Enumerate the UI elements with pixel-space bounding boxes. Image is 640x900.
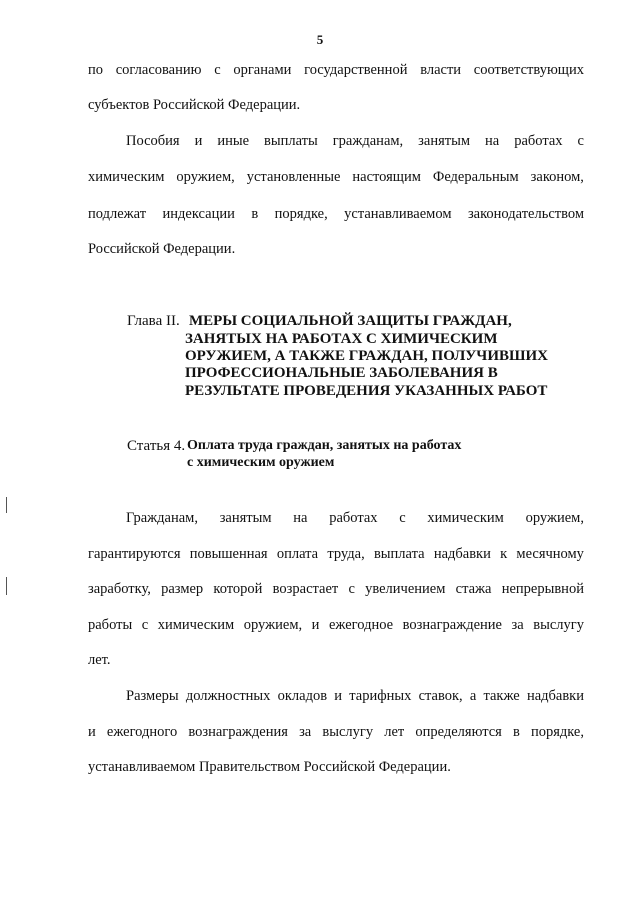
word: Федеральным <box>432 169 519 185</box>
paragraph-4-line-2 <box>88 723 584 741</box>
article-title-line-2: с химическим оружием <box>187 455 335 470</box>
paragraph-1-line-2: субъектов Российской Федерации. <box>88 97 301 113</box>
word: законодательством <box>467 206 584 222</box>
word: размер <box>161 581 204 597</box>
word: и <box>334 688 343 704</box>
paragraph-3-line-1 <box>126 509 584 527</box>
paragraph-3-line-3 <box>88 580 584 598</box>
chapter-prefix: Глава II. <box>127 313 180 329</box>
word: согласованию <box>115 62 202 78</box>
word: к <box>500 546 508 562</box>
paragraph-3-line-4 <box>88 616 584 634</box>
word: занятым <box>418 133 471 149</box>
chapter-title-line-4: ПРОФЕССИОНАЛЬНЫЕ ЗАБОЛЕВАНИЯ В <box>185 365 498 381</box>
word: вознаграждение <box>402 617 502 633</box>
word: надбавки <box>526 688 584 704</box>
word: и <box>194 133 203 149</box>
paragraph-2-line-4: Российской Федерации. <box>88 241 236 257</box>
word: также <box>483 688 520 704</box>
word: тарифных <box>349 688 412 704</box>
word: ставок, <box>418 688 463 704</box>
word: выслугу <box>322 724 374 740</box>
word: на <box>485 133 500 149</box>
word: по <box>88 62 104 78</box>
word: гражданам, <box>332 133 404 149</box>
paragraph-1-line-1 <box>88 61 584 79</box>
word: за <box>511 617 524 633</box>
word: с <box>348 581 355 597</box>
word: за <box>299 724 312 740</box>
word: труда, <box>327 546 365 562</box>
word: заработку, <box>88 581 151 597</box>
word: соответствующих <box>473 62 584 78</box>
word: оплата <box>276 546 319 562</box>
word: которой <box>213 581 263 597</box>
word: настоящим <box>352 169 421 185</box>
word: стажа <box>455 581 492 597</box>
word: надбавки <box>433 546 491 562</box>
article-prefix: Статья 4. <box>127 438 186 454</box>
word: на <box>293 510 308 526</box>
word: с <box>214 62 221 78</box>
word: увеличением <box>365 581 446 597</box>
chapter-title-line-2: ЗАНЯТЫХ НА РАБОТАХ С ХИМИЧЕСКИМ <box>185 331 498 347</box>
word: должностных <box>185 688 271 704</box>
word: в <box>512 724 520 740</box>
word: химическим <box>427 510 504 526</box>
word: выплаты <box>264 133 318 149</box>
word: иные <box>217 133 250 149</box>
word: Гражданам, <box>126 510 198 526</box>
word: и <box>311 617 320 633</box>
scan-artifact-mark <box>6 497 7 513</box>
article-title-line-1: Оплата труда граждан, занятых на работах <box>187 438 462 453</box>
word: и <box>88 724 96 740</box>
word: порядке, <box>530 724 584 740</box>
word: законом, <box>530 169 584 185</box>
paragraph-2-line-1 <box>126 132 584 150</box>
paragraph-3-line-2 <box>88 545 584 563</box>
word: ежегодное <box>328 617 394 633</box>
word: выслугу <box>533 617 584 633</box>
word: занятым <box>219 510 272 526</box>
word: власти <box>420 62 462 78</box>
word: государственной <box>304 62 408 78</box>
word: Размеры <box>126 688 179 704</box>
word: работы <box>88 617 133 633</box>
chapter-title-line-1: МЕРЫ СОЦИАЛЬНОЙ ЗАЩИТЫ ГРАЖДАН, <box>189 313 512 329</box>
word: химическим <box>157 617 235 633</box>
word: оружием, <box>525 510 584 526</box>
word: оружием, <box>176 169 235 185</box>
paragraph-4-line-3: устанавливаемом Правительством Российской Федерации. <box>88 759 451 775</box>
paragraph-2-line-3 <box>88 205 584 223</box>
word: возрастает <box>272 581 339 597</box>
word: выплата <box>373 546 425 562</box>
paragraph-4-line-1 <box>126 687 584 705</box>
word: с <box>141 617 149 633</box>
word: лет <box>384 724 405 740</box>
word: определяются <box>415 724 502 740</box>
word: работах <box>329 510 378 526</box>
chapter-title-line-5: РЕЗУЛЬТАТЕ ПРОВЕДЕНИЯ УКАЗАННЫХ РАБОТ <box>185 383 548 399</box>
word: гарантируются <box>88 546 181 562</box>
word: окладов <box>277 688 328 704</box>
page-number: 5 <box>316 32 324 47</box>
word: непрерывной <box>501 581 584 597</box>
word: порядке, <box>274 206 328 222</box>
scan-artifact-mark <box>6 577 7 595</box>
word: а <box>469 688 477 704</box>
word: Пособия <box>126 133 180 149</box>
word: органами <box>233 62 292 78</box>
word: повышенная <box>189 546 268 562</box>
word: подлежат <box>88 206 147 222</box>
word: с <box>577 133 584 149</box>
word: в <box>251 206 259 222</box>
word: индексации <box>162 206 235 222</box>
word: работах <box>514 133 563 149</box>
word: вознаграждения <box>188 724 288 740</box>
paragraph-2-line-2 <box>88 168 584 186</box>
chapter-title-line-3: ОРУЖИЕМ, А ТАКЖЕ ГРАЖДАН, ПОЛУЧИВШИХ <box>185 348 548 364</box>
word: установленные <box>246 169 341 185</box>
word: с <box>399 510 406 526</box>
word: химическим <box>88 169 165 185</box>
paragraph-3-line-5: лет. <box>88 652 111 668</box>
word: устанавливаемом <box>344 206 452 222</box>
word: оружием, <box>243 617 303 633</box>
word: месячному <box>516 546 584 562</box>
word: ежегодного <box>106 724 178 740</box>
